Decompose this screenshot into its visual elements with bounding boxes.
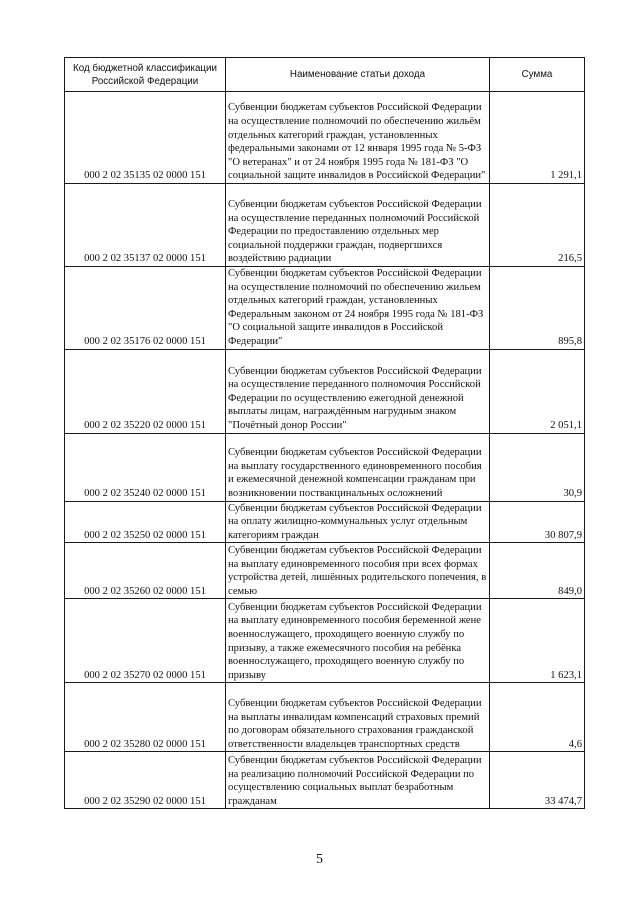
row-code: 000 2 02 35220 02 0000 151 [65, 349, 226, 433]
table-row [65, 433, 585, 501]
row-code: 000 2 02 35270 02 0000 151 [65, 599, 226, 683]
row-sum: 1 623,1 [490, 599, 585, 683]
row-name: Субвенции бюджетам субъектов Российской Федерации на реализацию полномочий Российской Федерации по осуществлению социальных выплат безработным гражданам [226, 752, 490, 809]
table-row [65, 543, 585, 599]
row-name: Субвенции бюджетам субъектов Российской Федерации на осуществление полномочий по обеспечению жильём отдельных категорий граждан, установленных федеральными законами от 12 января 1995 года № 5-ФЗ "О ветеранах" и от 24 ноября 1995 года № 181-ФЗ "О социальной защите инвалидов в Российской Федерации" [226, 92, 490, 184]
table-row [65, 184, 585, 267]
row-sum: 30,9 [490, 433, 585, 501]
row-sum: 33 474,7 [490, 752, 585, 809]
row-code: 000 2 02 35280 02 0000 151 [65, 683, 226, 752]
row-name: Субвенции бюджетам субъектов Российской Федерации на оплату жилищно-коммунальных услуг отдельным категориям граждан [226, 501, 490, 543]
table-row [65, 501, 585, 543]
row-code: 000 2 02 35176 02 0000 151 [65, 267, 226, 350]
page-number: 5 [316, 852, 323, 867]
row-code: 000 2 02 35135 02 0000 151 [65, 92, 226, 184]
row-code: 000 2 02 35260 02 0000 151 [65, 543, 226, 599]
table-row [65, 752, 585, 809]
row-code: 000 2 02 35290 02 0000 151 [65, 752, 226, 809]
row-code: 000 2 02 35250 02 0000 151 [65, 501, 226, 543]
header-sum: Сумма [490, 58, 585, 92]
row-code: 000 2 02 35240 02 0000 151 [65, 433, 226, 501]
header-code: Код бюджетной классификации Российской Федерации [65, 58, 226, 92]
row-sum: 216,5 [490, 184, 585, 267]
row-name: Субвенции бюджетам субъектов Российской Федерации на выплату единовременного пособия при всех формах устройства детей, лишённых родительского попечения, в семью [226, 543, 490, 599]
row-name: Субвенции бюджетам субъектов Российской Федерации на осуществление переданного полномочия Российской Федерации по осуществлению ежегодной денежной выплаты лицам, награждённым нагрудным знаком "Почётный донор России" [226, 349, 490, 433]
table-row [65, 267, 585, 350]
header-name: Наименование статьи дохода [226, 58, 490, 92]
table-row [65, 349, 585, 433]
row-code: 000 2 02 35137 02 0000 151 [65, 184, 226, 267]
row-name: Субвенции бюджетам субъектов Российской Федерации на выплату единовременного пособия беременной жене военнослужащего, проходящего военную службу по призыву, а также ежемесячного пособия на ребёнка военнослужащего, проходящего военную службу по призыву [226, 599, 490, 683]
table-row [65, 683, 585, 752]
row-name: Субвенции бюджетам субъектов Российской Федерации на осуществление переданных полномочий Российской Федерации по предоставлению отдельных мер социальной поддержки граждан, подвергшихся воздействию радиации [226, 184, 490, 267]
row-name: Субвенции бюджетам субъектов Российской Федерации на выплаты инвалидам компенсаций страховых премий по договорам обязательного страхования гражданской ответственности владельцев транспортных средств [226, 683, 490, 752]
row-sum: 895,8 [490, 267, 585, 350]
row-sum: 4,6 [490, 683, 585, 752]
table-row [65, 92, 585, 184]
row-sum: 2 051,1 [490, 349, 585, 433]
revenue-table [64, 57, 585, 809]
row-name: Субвенции бюджетам субъектов Российской Федерации на выплату государственного единовременного пособия и ежемесячной денежной компенсации гражданам при возникновении поствакцинальных осложнений [226, 433, 490, 501]
row-sum: 849,0 [490, 543, 585, 599]
table-header-row [65, 58, 585, 92]
row-sum: 30 807,9 [490, 501, 585, 543]
row-sum: 1 291,1 [490, 92, 585, 184]
table-row [65, 599, 585, 683]
row-name: Субвенции бюджетам субъектов Российской Федерации на осуществление полномочий по обеспечению жильем отдельных категорий граждан, установленных Федеральным законом от 24 ноября 1995 года № 181-ФЗ "О социальной защите инвалидов в Российской Федерации" [226, 267, 490, 350]
